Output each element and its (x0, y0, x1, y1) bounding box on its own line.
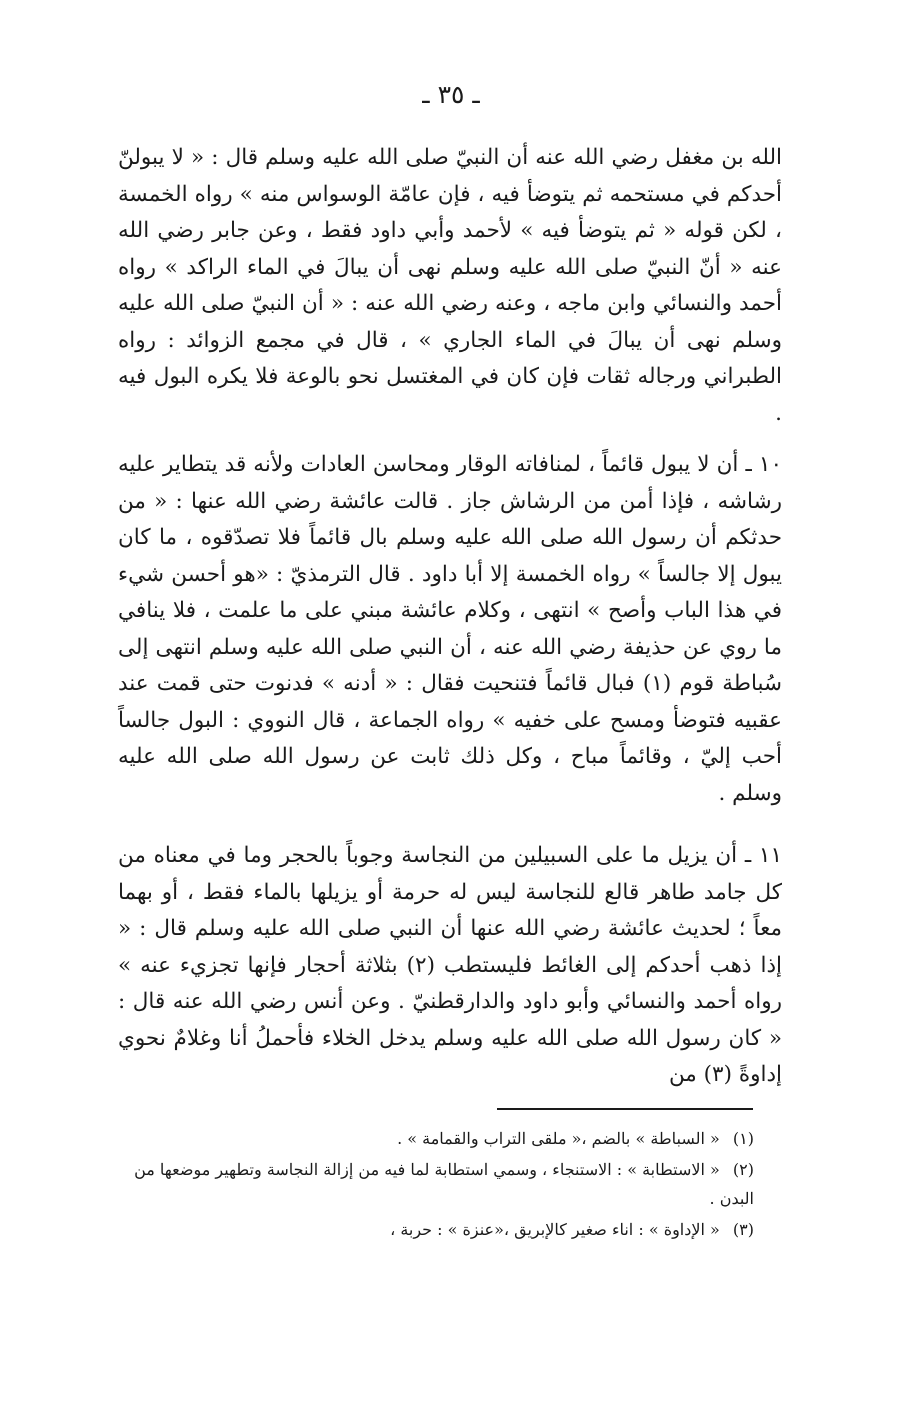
page-number: ـ ٣٥ ـ (422, 80, 480, 109)
footnote-number: (١) (732, 1129, 754, 1148)
paragraph-text: الله بن مغفل رضي الله عنه أن النبيّ صلى الله عليه وسلم قال : « لا يبولنّ أحدكم في مستحمه ثم يتوضأ فيه ، فإن عامّة الوسواس منه » رواه الخمسة ، لكن قوله « ثم يتوضأ فيه » لأحمد وأبي داود فقط ، وعن جابر رضي الله عنه « أنّ النبيّ صلى الله عليه وسلم نهى أن يبالَ في الماء الراكد » رواه أحمد والنسائي وابن ماجه ، وعنه رضي الله عنه : « أن النبيّ صلى الله عليه وسلم نهى أن يبالَ في الماء الجاري » ، قال في مجمع الزوائد : رواه الطبراني ورجاله ثقات فإن كان في المغتسل نحو بالوعة فلا يكره البول فيه . (118, 145, 782, 426)
footnotes (118, 1124, 754, 1246)
paragraph-2 (118, 447, 782, 812)
footnote-text: « الإداوة » : اناء صغير كالإبريق ،«عنزة » : حربة ، (390, 1220, 720, 1239)
footnote-3 (118, 1215, 754, 1244)
footnote-text: « الاستطابة » : الاستنجاء ، وسمي استطابة لما فيه من إزالة النجاسة وتطهير موضعها من البدن . (134, 1160, 754, 1208)
footnote-separator (497, 1108, 753, 1110)
footnote-1 (118, 1124, 754, 1153)
paragraph-3 (118, 838, 782, 1094)
paragraph-text: ١١ ـ أن يزيل ما على السبيلين من النجاسة وجوباً بالحجر وما في معناه من كل جامد طاهر قالع للنجاسة ليس له حرمة أو يزيلها بالماء فقط ، أو بهما معاً ؛ لحديث عائشة رضي الله عنها أن النبي صلى الله عليه وسلم قال : « إذا ذهب أحدكم إلى الغائط فليستطب (٢) بثلاثة أحجار فإنها تجزيء عنه » رواه أحمد والنسائي وأبو داود والدارقطنيّ . وعن أنس رضي الله عنه قال : « كان رسول الله صلى الله عليه وسلم يدخل الخلاء فأحملُ أنا وغلامٌ نحوي إداوةً (٣) من (118, 843, 782, 1087)
paragraph-text: ١٠ ـ أن لا يبول قائماً ، لمنافاته الوقار ومحاسن العادات ولأنه قد يتطاير عليه رشاشه ، فإذا أمن من الرشاش جاز . قالت عائشة رضي الله عنها : « من حدثكم أن رسول الله صلى الله عليه وسلم بال قائماً فلا تصدّقوه ، ما كان يبول إلا جالساً » رواه الخمسة إلا أبا داود . قال الترمذيّ : «هو أحسن شيء في هذا الباب وأصح » انتهى ، وكلام عائشة مبني على ما علمت ، فلا ينافي ما روي عن حذيفة رضي الله عنه ، أن النبي صلى الله عليه وسلم انتهى إلى سُباطة قوم (١) فبال قائماً فتنحيت فقال : « أدنه » فدنوت حتى قمت عند عقبيه فتوضأ ومسح على خفيه » رواه الجماعة ، قال النووي : البول جالساً أحب إليّ ، وقائماً مباح ، وكل ذلك ثابت عن رسول الله صلى الله عليه وسلم . (118, 452, 782, 806)
footnote-number: (٣) (732, 1220, 754, 1239)
footnote-text: « السباطة » بالضم ،« ملقى التراب والقمامة » . (397, 1129, 720, 1148)
paragraph-1 (118, 140, 782, 432)
footnote-2 (118, 1155, 754, 1213)
footnote-number: (٢) (732, 1160, 754, 1179)
